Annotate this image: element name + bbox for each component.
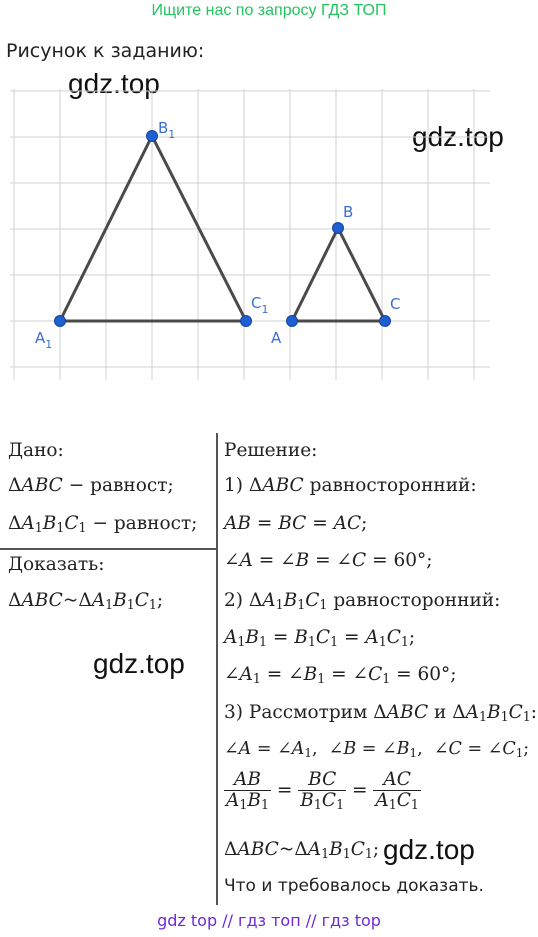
solution-ratio: $\frac{AB}{A_1B_1}$ = $\frac{BC}{B_1C_1}$ = $\frac{AC}{A_1C_1}$ [226,769,419,813]
label-b1: $B_1$ [158,119,176,141]
geometry-figure [0,75,538,395]
point-a [287,316,298,327]
label-a: A [271,329,282,347]
grid [10,89,490,380]
point-a1 [55,316,66,327]
footer-links[interactable]: gdz top // гдз топ // гдз top [157,911,381,930]
prove-title: Доказать: [8,554,105,575]
solution-eq-2: $A_1B_1 = B_1C_1 = A_1C_1$; [224,627,416,650]
solution-angle-equality: ∠A = $\angle A_1$, ∠B = $\angle B_1$, ∠C = $\angle C_1$; [224,739,530,760]
watermark-4: gdz.top [383,834,475,865]
prove-line: $\Delta ABC\sim\Delta A_1B_1C_1$; [8,590,164,613]
label-c1: $C_1$ [251,294,269,316]
solution-angles-2: $\angle A_1$ = $\angle B_1$ = $\angle C_1 = 60^\circ$; [224,664,457,687]
point-b1 [147,131,158,142]
point-b [333,223,344,234]
solution-conclusion: Что и требовалось доказать. [224,876,484,896]
solution-eq-1: AB = BC = AC; [224,513,368,534]
solution-angles-1: ∠A = ∠B = ∠C = 60°; [224,550,433,571]
point-c1 [241,316,252,327]
given-line-1: ΔABC − равност; [8,475,174,496]
solution-step-3: 3) Рассмотрим ΔABC и $\Delta A_1B_1C_1$: [224,702,538,725]
solution-step-1: 1) ΔABC равносторонний: [224,475,477,496]
label-a1: $A_1$ [35,329,53,351]
watermark-1: gdz.top [68,68,160,99]
label-c: C [390,295,401,313]
table-rule-vertical [216,433,218,905]
given-title: Дано: [8,440,64,461]
solution-title: Решение: [224,440,318,461]
watermark-3: gdz.top [93,648,185,679]
search-banner[interactable]: Ищите нас по запросу ГДЗ ТОП [151,2,387,19]
label-b: B [343,203,354,221]
solution-step-2: 2) $\Delta A_1B_1C_1$ равносторонний: [224,590,501,613]
watermark-2: gdz.top [412,121,504,152]
given-line-2: $\Delta A_1B_1C_1$ − равност; [8,513,198,536]
solution-similarity: $\Delta ABC\sim\Delta A_1B_1C_1$; [224,839,380,862]
figure-caption: Рисунок к заданию: [6,40,205,62]
point-c [380,316,391,327]
